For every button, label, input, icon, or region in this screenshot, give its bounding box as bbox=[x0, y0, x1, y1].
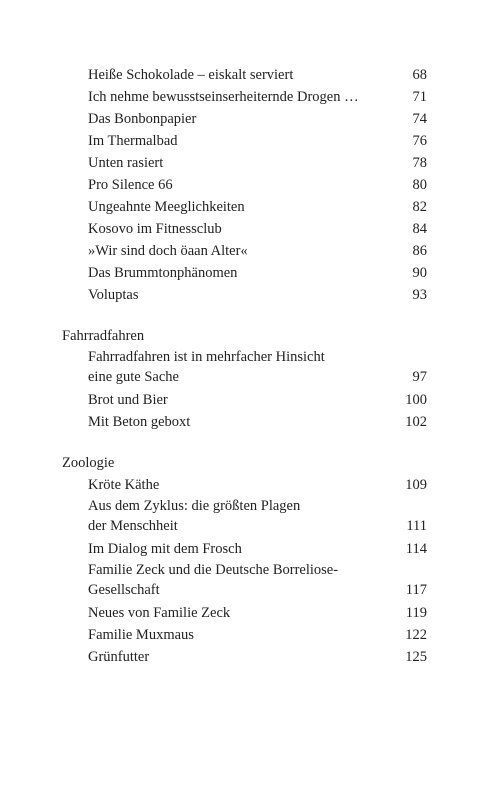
toc-entry-title: Ich nehme bewusstseinserheiternde Drogen … bbox=[88, 89, 359, 105]
section-spacer bbox=[62, 433, 427, 452]
toc-entry bbox=[62, 262, 427, 284]
toc-entry-title-line: Familie Zeck und die Deutsche Borreliose- bbox=[88, 562, 339, 578]
toc-entry bbox=[62, 108, 427, 130]
toc-entry-page: 117 bbox=[405, 582, 427, 598]
toc-entry-title: Kröte Käthe bbox=[88, 477, 160, 493]
toc-entry bbox=[62, 646, 427, 668]
toc-entry bbox=[62, 64, 427, 86]
toc-entry-page: 114 bbox=[405, 541, 427, 557]
toc-entry-title: »Wir sind doch öaan Alter« bbox=[88, 243, 248, 259]
toc-entry-page: 122 bbox=[405, 627, 427, 643]
toc-entry bbox=[62, 496, 427, 538]
toc-entry-title: Mit Beton geboxt bbox=[88, 414, 191, 430]
toc-entry-title bbox=[88, 560, 397, 600]
toc-entry bbox=[62, 474, 427, 496]
toc-entry-page: 68 bbox=[412, 67, 427, 83]
toc-entry bbox=[62, 218, 427, 240]
toc-entry-title-line: eine gute Sache bbox=[88, 369, 179, 385]
toc-entry-page: 97 bbox=[412, 369, 427, 385]
section-heading: Zoologie bbox=[62, 455, 115, 471]
toc-entry-title: Das Brummtonphänomen bbox=[88, 265, 238, 281]
toc-entry-page: 82 bbox=[412, 199, 427, 215]
toc-entry-page: 84 bbox=[412, 221, 427, 237]
toc-entry bbox=[62, 284, 427, 306]
toc-entry-title-line: Aus dem Zyklus: die größten Plagen bbox=[88, 498, 301, 514]
toc-entry bbox=[62, 86, 427, 108]
toc-entry-title: Voluptas bbox=[88, 287, 139, 303]
toc-entry-title-line: der Menschheit bbox=[88, 518, 178, 534]
toc-entry bbox=[62, 624, 427, 646]
toc-entry-page: 119 bbox=[405, 605, 427, 621]
toc-entry-page: 93 bbox=[412, 287, 427, 303]
toc-entry-page: 71 bbox=[412, 89, 427, 105]
toc-entry-page: 80 bbox=[412, 177, 427, 193]
toc-entry bbox=[62, 560, 427, 602]
toc-entry bbox=[62, 389, 427, 411]
section-spacer bbox=[62, 306, 427, 325]
toc-entry-title-line: Fahrradfahren ist in mehrfacher Hinsicht bbox=[88, 349, 325, 365]
toc-entry bbox=[62, 240, 427, 262]
toc-entry-title: Im Thermalbad bbox=[88, 133, 178, 149]
toc-entry-title bbox=[88, 496, 397, 536]
toc-entry-title: Heiße Schokolade – eiskalt serviert bbox=[88, 67, 294, 83]
toc-entry-page: 90 bbox=[412, 265, 427, 281]
toc-entry-title bbox=[88, 347, 397, 387]
toc-entry-page: 111 bbox=[406, 518, 427, 534]
toc-entry bbox=[62, 347, 427, 389]
toc-entry-page: 86 bbox=[412, 243, 427, 259]
toc-entry-title-line: Gesellschaft bbox=[88, 582, 160, 598]
toc-entry-page: 76 bbox=[412, 133, 427, 149]
toc-entry bbox=[62, 130, 427, 152]
toc-entry-title: Unten rasiert bbox=[88, 155, 164, 171]
toc-entry-page: 100 bbox=[405, 392, 427, 408]
toc-entry bbox=[62, 538, 427, 560]
toc-entry bbox=[62, 152, 427, 174]
toc-entry-title: Familie Muxmaus bbox=[88, 627, 194, 643]
toc-entry-page: 78 bbox=[412, 155, 427, 171]
toc-entry-title: Pro Silence 66 bbox=[88, 177, 173, 193]
toc-entry-page: 109 bbox=[405, 477, 427, 493]
toc-entry-title: Im Dialog mit dem Frosch bbox=[88, 541, 242, 557]
toc-entry-title: Brot und Bier bbox=[88, 392, 168, 408]
toc-entry bbox=[62, 196, 427, 218]
toc-entry-title: Neues von Familie Zeck bbox=[88, 605, 231, 621]
section-heading: Fahrradfahren bbox=[62, 328, 145, 344]
toc-entry-title: Ungeahnte Meeglichkeiten bbox=[88, 199, 245, 215]
toc-entry bbox=[62, 602, 427, 624]
toc-entry-page: 125 bbox=[405, 649, 427, 665]
toc-entry-page: 74 bbox=[412, 111, 427, 127]
table-of-contents bbox=[62, 64, 427, 668]
toc-entry-title: Kosovo im Fitnessclub bbox=[88, 221, 222, 237]
toc-entry-title: Grünfutter bbox=[88, 649, 150, 665]
toc-entry-title: Das Bonbonpapier bbox=[88, 111, 197, 127]
toc-entry-page: 102 bbox=[405, 414, 427, 430]
toc-entry bbox=[62, 411, 427, 433]
toc-entry bbox=[62, 174, 427, 196]
